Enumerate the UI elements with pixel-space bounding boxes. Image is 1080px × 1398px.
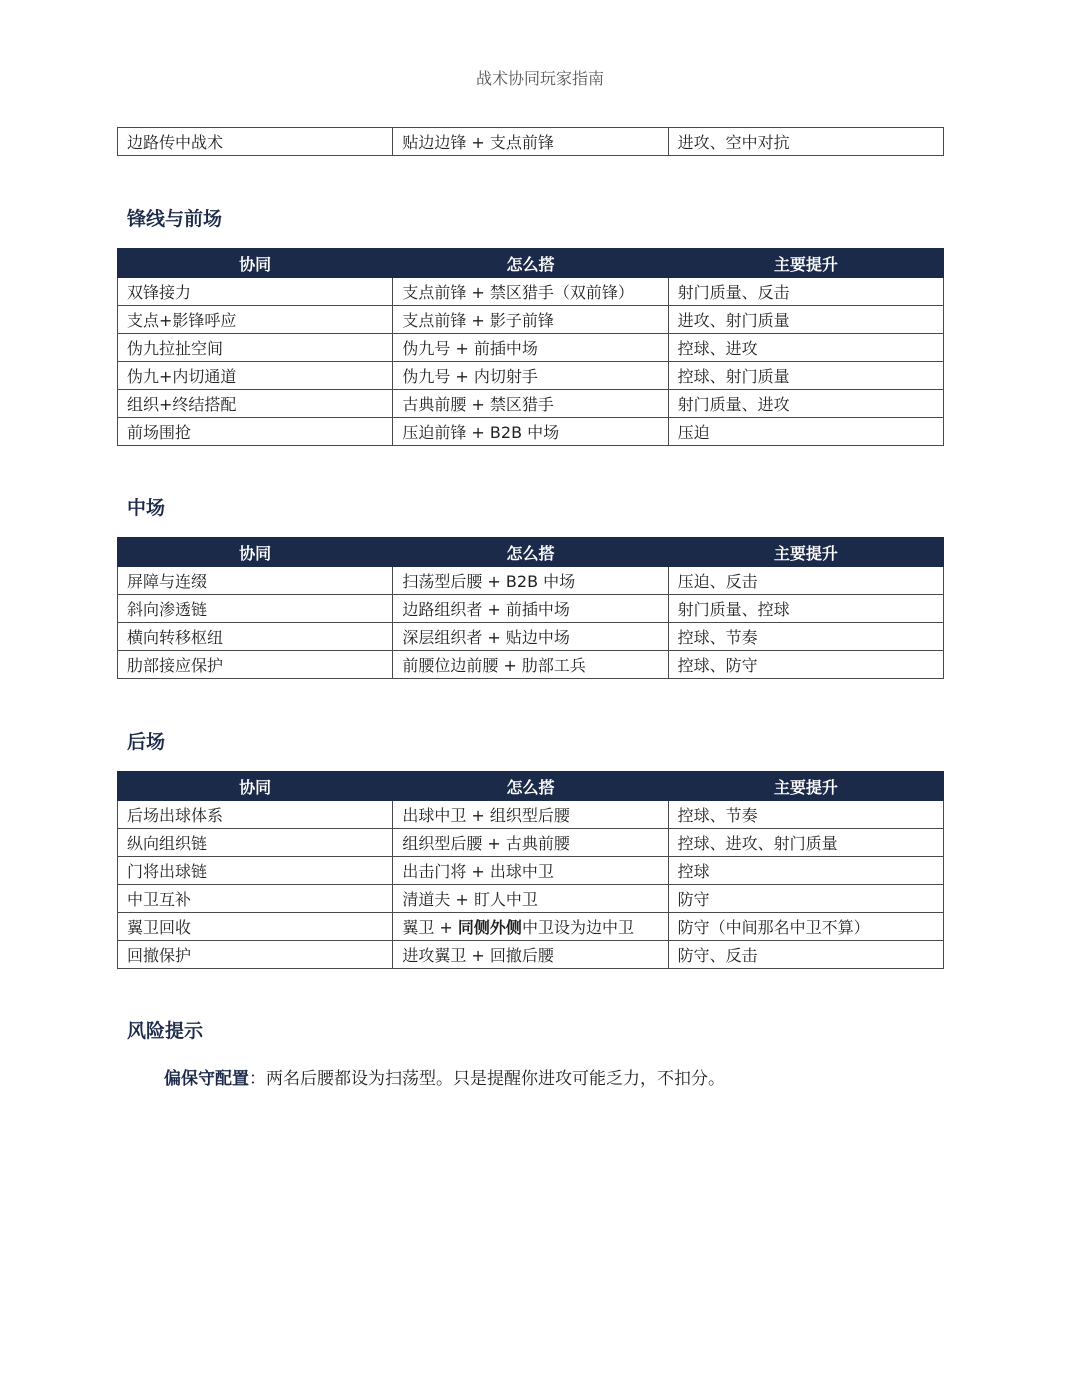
how-cell: 古典前腰 + 禁区猎手 <box>393 390 668 418</box>
synergy-cell: 组织+终结搭配 <box>118 390 393 418</box>
synergy-cell: 边路传中战术 <box>118 128 393 156</box>
table-row <box>118 567 944 595</box>
column-header-synergy: 协同 <box>118 538 393 567</box>
table-row <box>118 885 944 913</box>
table-row <box>118 128 944 156</box>
table-row <box>118 418 944 446</box>
how-cell: 前腰位边前腰 + 肋部工兵 <box>393 651 668 679</box>
boost-cell: 防守（中间那名中卫不算） <box>668 913 943 941</box>
synergy-cell: 横向转移枢纽 <box>118 623 393 651</box>
section-heading-defense: 后场 <box>127 731 166 753</box>
how-text-after: 中卫设为边中卫 <box>521 918 634 937</box>
table-header-row <box>118 249 944 278</box>
boost-cell: 控球、射门质量 <box>668 362 943 390</box>
how-cell: 伪九号 + 前插中场 <box>393 334 668 362</box>
table-row <box>118 306 944 334</box>
how-text-before: 翼卫 + <box>402 918 458 937</box>
boost-cell: 射门质量、进攻 <box>668 390 943 418</box>
table-row <box>118 334 944 362</box>
synergy-cell: 伪九拉扯空间 <box>118 334 393 362</box>
boost-cell: 控球、进攻、射门质量 <box>668 829 943 857</box>
table-row <box>118 829 944 857</box>
boost-cell: 控球 <box>668 857 943 885</box>
how-cell: 伪九号 + 内切射手 <box>393 362 668 390</box>
column-header-boost: 主要提升 <box>668 772 943 801</box>
how-cell: 组织型后腰 + 古典前腰 <box>393 829 668 857</box>
how-cell <box>393 913 668 941</box>
column-header-boost: 主要提升 <box>668 538 943 567</box>
column-header-synergy: 协同 <box>118 249 393 278</box>
boost-cell: 控球、节奏 <box>668 801 943 829</box>
forwards-synergy-table <box>117 248 944 446</box>
synergy-cell: 中卫互补 <box>118 885 393 913</box>
synergy-cell: 纵向组织链 <box>118 829 393 857</box>
synergy-cell: 伪九+内切通道 <box>118 362 393 390</box>
table-row <box>118 623 944 651</box>
boost-cell: 压迫 <box>668 418 943 446</box>
risk-note <box>164 1064 725 1089</box>
how-cell: 扫荡型后腰 + B2B 中场 <box>393 567 668 595</box>
table-row <box>118 278 944 306</box>
synergy-cell: 前场围抢 <box>118 418 393 446</box>
synergy-cell: 后场出球体系 <box>118 801 393 829</box>
how-cell: 进攻翼卫 + 回撤后腰 <box>393 941 668 969</box>
table-row <box>118 913 944 941</box>
how-cell: 出击门将 + 出球中卫 <box>393 857 668 885</box>
defense-synergy-table <box>117 771 944 969</box>
synergy-cell: 支点+影锋呼应 <box>118 306 393 334</box>
how-cell: 出球中卫 + 组织型后腰 <box>393 801 668 829</box>
table-row <box>118 801 944 829</box>
page-header: 战术协同玩家指南 <box>475 69 604 88</box>
how-text-emphasis: 同侧外侧 <box>457 918 522 937</box>
how-cell: 深层组织者 + 贴边中场 <box>393 623 668 651</box>
table-row <box>118 390 944 418</box>
section-heading-forwards: 锋线与前场 <box>127 208 223 230</box>
risk-label: 偏保守配置 <box>164 1069 249 1089</box>
column-header-how: 怎么搭 <box>393 772 668 801</box>
synergy-cell: 回撤保护 <box>118 941 393 969</box>
how-cell: 支点前锋 + 禁区猎手（双前锋） <box>393 278 668 306</box>
boost-cell: 防守、反击 <box>668 941 943 969</box>
table-row <box>118 362 944 390</box>
synergy-cell: 双锋接力 <box>118 278 393 306</box>
continued-synergy-table <box>117 127 944 156</box>
section-heading-midfield: 中场 <box>127 497 166 519</box>
how-cell: 支点前锋 + 影子前锋 <box>393 306 668 334</box>
column-header-how: 怎么搭 <box>393 249 668 278</box>
synergy-cell: 门将出球链 <box>118 857 393 885</box>
section-heading-risk: 风险提示 <box>127 1020 204 1042</box>
midfield-synergy-table <box>117 537 944 679</box>
synergy-cell: 斜向渗透链 <box>118 595 393 623</box>
table-row <box>118 595 944 623</box>
table-row <box>118 651 944 679</box>
how-cell: 清道夫 + 盯人中卫 <box>393 885 668 913</box>
how-cell: 贴边边锋 + 支点前锋 <box>393 128 668 156</box>
synergy-cell: 翼卫回收 <box>118 913 393 941</box>
boost-cell: 射门质量、反击 <box>668 278 943 306</box>
risk-text: ：两名后腰都设为扫荡型。只是提醒你进攻可能乏力，不扣分。 <box>249 1069 725 1089</box>
synergy-cell: 屏障与连缀 <box>118 567 393 595</box>
boost-cell: 射门质量、控球 <box>668 595 943 623</box>
column-header-how: 怎么搭 <box>393 538 668 567</box>
table-row <box>118 857 944 885</box>
boost-cell: 控球、节奏 <box>668 623 943 651</box>
boost-cell: 压迫、反击 <box>668 567 943 595</box>
boost-cell: 进攻、空中对抗 <box>668 128 943 156</box>
table-row <box>118 941 944 969</box>
boost-cell: 控球、进攻 <box>668 334 943 362</box>
synergy-cell: 肋部接应保护 <box>118 651 393 679</box>
how-cell: 压迫前锋 + B2B 中场 <box>393 418 668 446</box>
how-cell: 边路组织者 + 前插中场 <box>393 595 668 623</box>
column-header-synergy: 协同 <box>118 772 393 801</box>
boost-cell: 控球、防守 <box>668 651 943 679</box>
table-header-row <box>118 538 944 567</box>
boost-cell: 进攻、射门质量 <box>668 306 943 334</box>
table-header-row <box>118 772 944 801</box>
column-header-boost: 主要提升 <box>668 249 943 278</box>
boost-cell: 防守 <box>668 885 943 913</box>
